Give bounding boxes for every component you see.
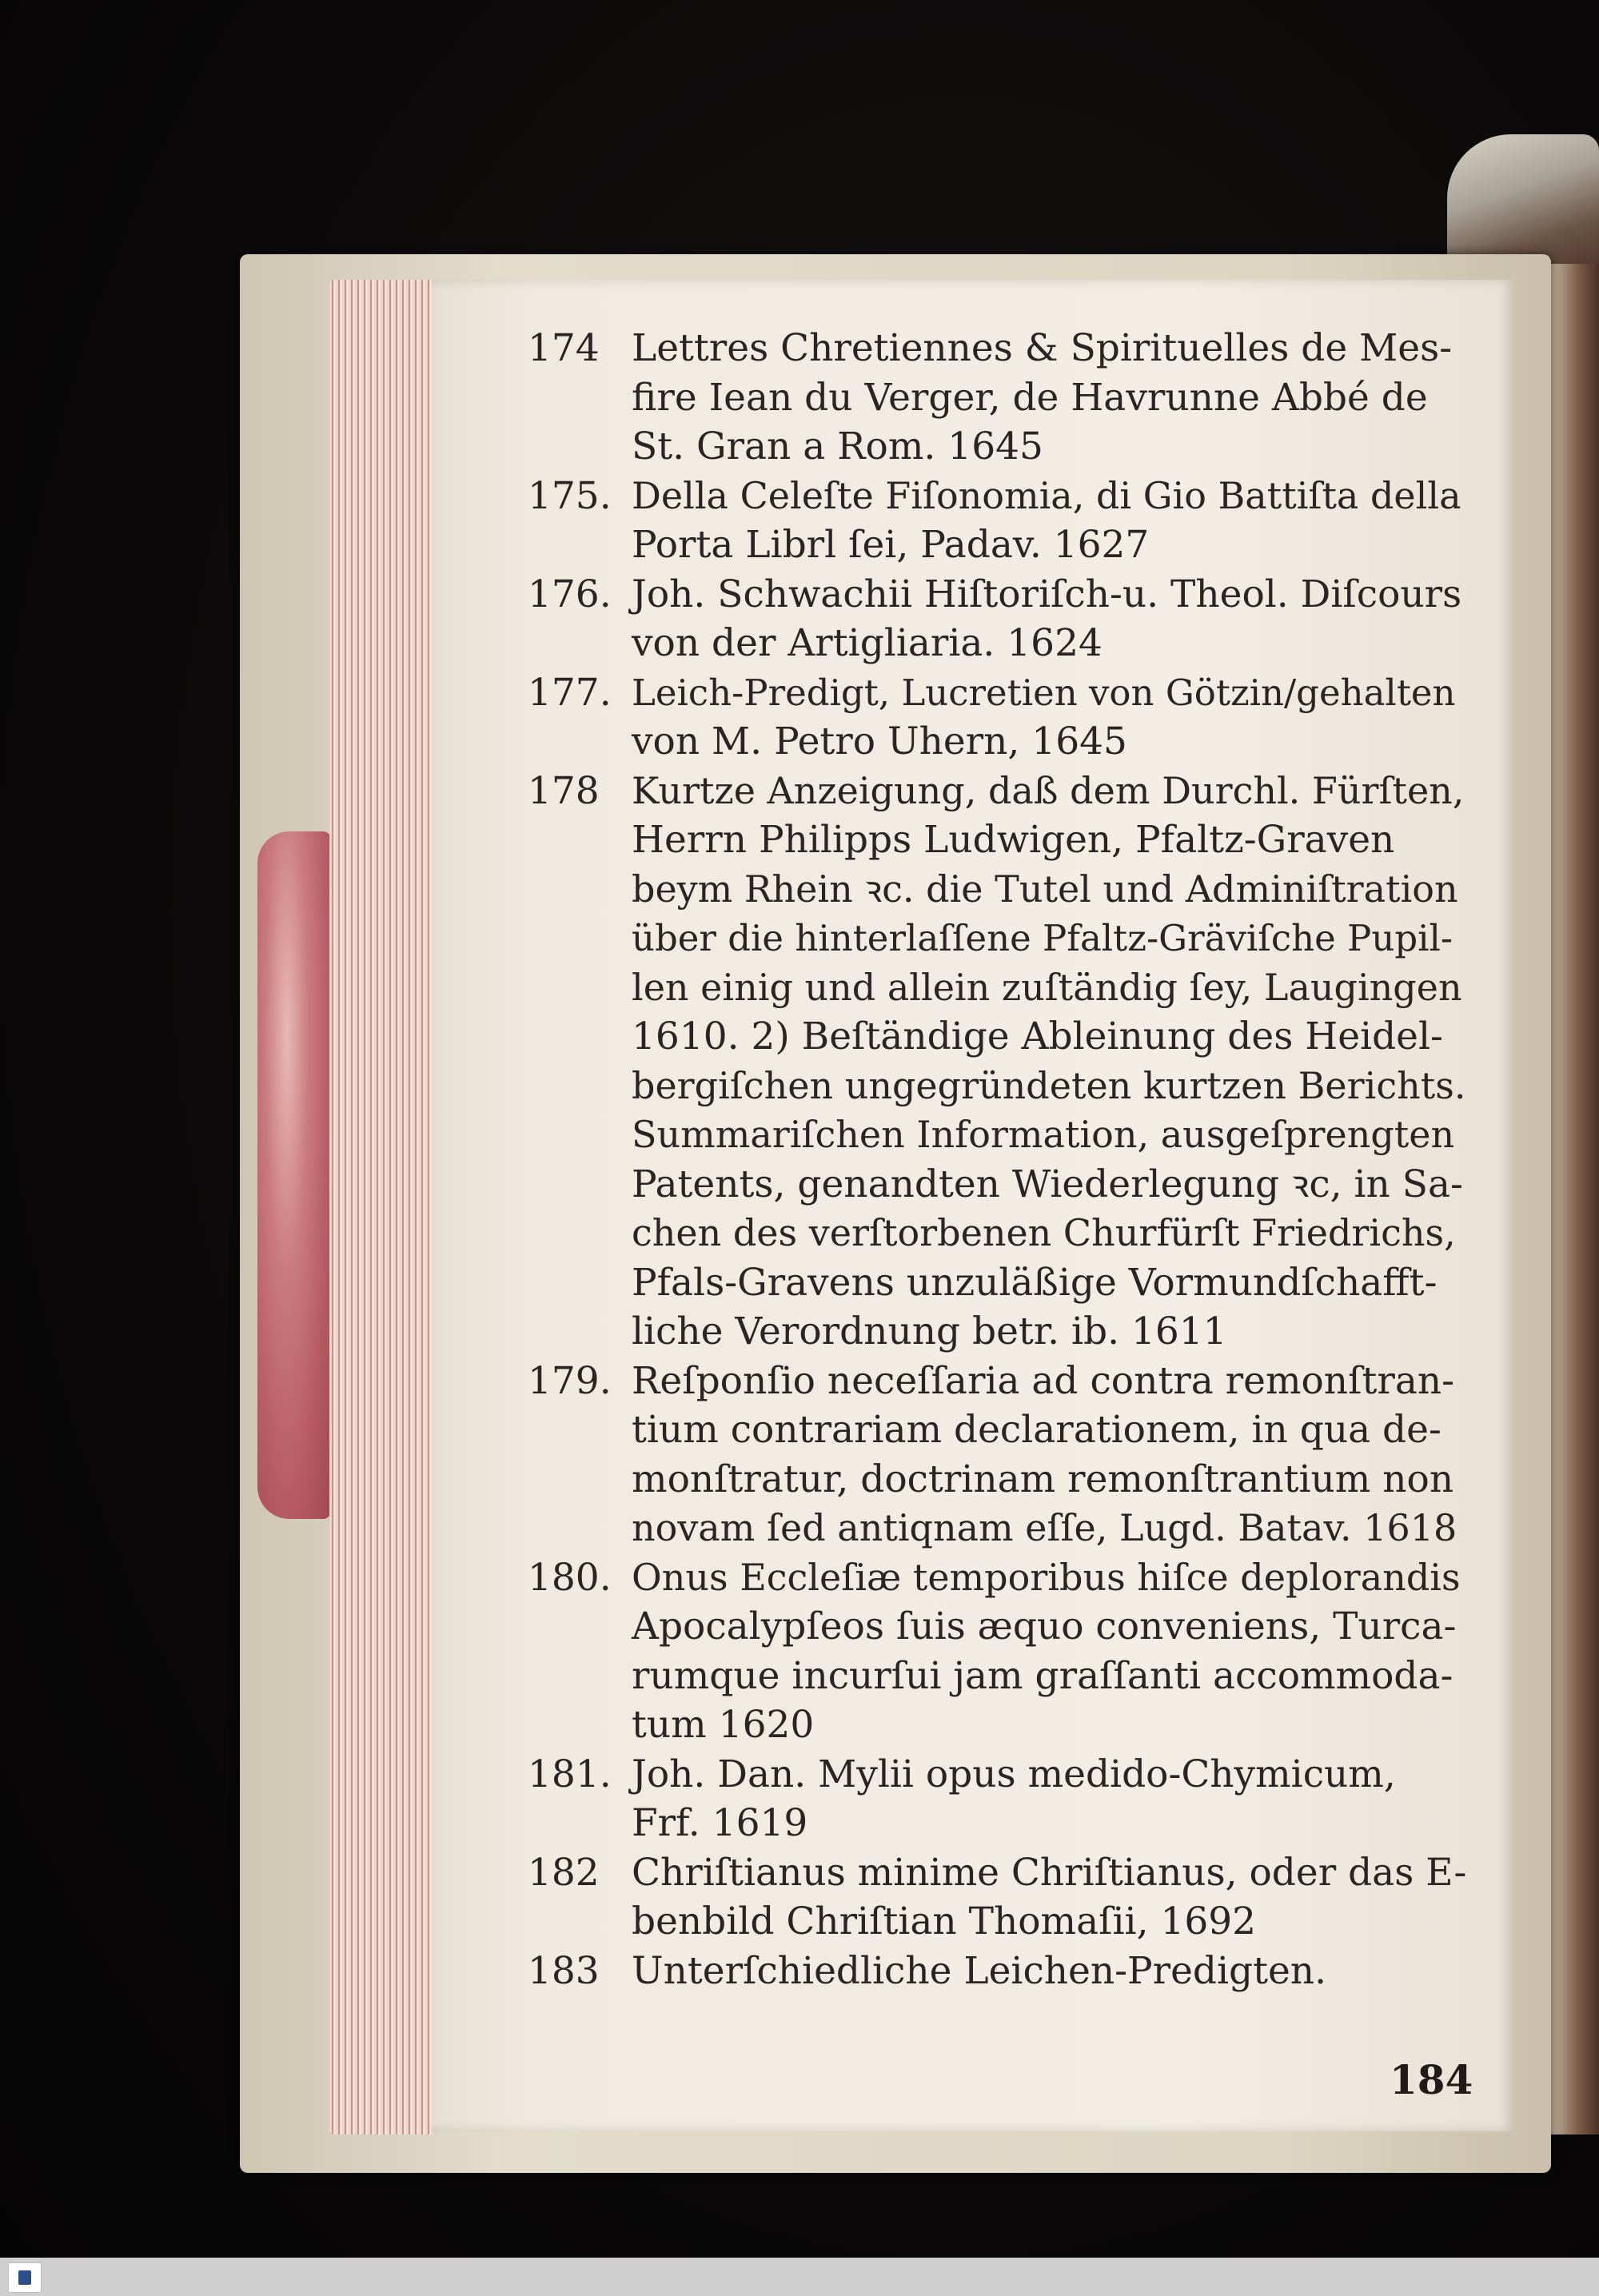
entry-text-line: über die hinterlaſſene Pfaltz-Gräviſche Pupil-	[632, 917, 1453, 959]
entry-text-line: chen des verſtorbenen Churfürſt Friedrichs,	[632, 1211, 1456, 1254]
red-paper-fragment	[257, 831, 331, 1519]
catalogue-entry	[528, 472, 1467, 570]
page-number: 184	[1390, 2056, 1473, 2103]
entry-number: 177.	[528, 670, 612, 715]
entry-number: 180.	[528, 1555, 612, 1600]
entry-text-line: Summariſchen Information, ausgeſprengten	[632, 1113, 1455, 1156]
entry-text-line: len einig und allein zuſtändig ſey, Laugingen	[632, 965, 1462, 1009]
entry-number: 176.	[528, 572, 612, 616]
entry-text-line: Pfals-Gravens unzuläßige Vormundſchafft-	[632, 1260, 1438, 1305]
entry-number: 183	[528, 1948, 600, 1993]
entry-text-line: tium contrariam declarationem, in qua de-	[632, 1408, 1441, 1452]
entry-text-line: Reſponſio neceſſaria ad contra remonſtran-	[632, 1358, 1454, 1403]
catalogue-entry	[528, 1947, 1467, 1996]
entry-number: 181.	[528, 1752, 612, 1796]
entry-text-line: St. Gran a Rom. 1645	[632, 425, 1043, 468]
catalogue-entry	[528, 1553, 1467, 1750]
entry-text-line: Onus Eccleſiæ temporibus hiſce deplorandis	[632, 1555, 1461, 1599]
entry-text-line: Unterſchiedliche Leichen-Predigten.	[632, 1948, 1327, 1993]
entry-text-line: Joh. Schwachii Hiſtoriſch-u. Theol. Diſcours	[632, 572, 1462, 616]
entry-text-line: Kurtze Anzeigung, daß dem Durchl. Fürſten,	[632, 768, 1465, 812]
entry-number: 174	[528, 326, 600, 370]
entry-text-line: von M. Petro Uhern, 1645	[632, 719, 1127, 763]
catalogue-entry	[528, 570, 1467, 668]
catalogue-entry	[528, 1750, 1467, 1848]
entry-text-line: tum 1620	[632, 1703, 815, 1747]
entry-text-line: benbild Chriſtian Thomaſii, 1692	[632, 1899, 1257, 1943]
entry-text-line: Herrn Philipps Ludwigen, Pfaltz-Graven	[632, 818, 1395, 862]
catalogue-entry	[528, 668, 1467, 767]
entry-text-line: bergiſchen ungegründeten kurtzen Berichts.	[632, 1063, 1466, 1107]
entry-text-line: Porta Librl ſei, Padav. 1627	[632, 523, 1150, 567]
viewer-status-bar	[0, 2258, 1599, 2296]
entry-text-line: 1610. 2) Beſtändige Ableinung des Heidel-	[632, 1014, 1443, 1058]
entry-text-line: Patents, genandten Wiederlegung ꝛc, in Sa-	[632, 1162, 1463, 1206]
entry-text-line: Della Celeſte Fiſonomia, di Gio Battiſta della	[632, 473, 1461, 517]
entry-text-line: Lettres Chretiennes & Spirituelles de Mes-	[632, 326, 1453, 370]
entry-number: 182	[528, 1850, 600, 1895]
entry-text-line: monſtratur, doctrinam remonſtrantium non	[632, 1457, 1454, 1501]
entry-number: 178	[528, 768, 600, 813]
entry-text-line: fire Iean du Verger, de Havrunne Abbé de	[632, 375, 1428, 420]
entry-number: 179.	[528, 1358, 612, 1403]
catalogue-entry	[528, 324, 1467, 472]
entry-text-line: Joh. Dan. Mylii opus medido-Chymicum,	[632, 1752, 1396, 1796]
catalogue-entry	[528, 1848, 1467, 1947]
entry-text-line: novam ſed antiqnam eſſe, Lugd. Batav. 1618	[632, 1506, 1457, 1549]
page-stack-edges	[329, 280, 433, 2135]
library-logo-icon[interactable]	[8, 2262, 42, 2293]
entry-text-line: liche Verordnung betr. ib. 1611	[632, 1309, 1227, 1353]
entry-text-line: Frf. 1619	[632, 1801, 808, 1845]
entry-text-line: von der Artigliaria. 1624	[632, 621, 1103, 665]
catalogue-entry	[528, 767, 1467, 1357]
entry-text-line: rumque incurſui jam graſſanti accommoda-	[632, 1653, 1453, 1698]
catalogue-entries	[528, 324, 1467, 1995]
entry-text-line: Leich-Predigt, Lucretien von Götzin/gehalten	[632, 671, 1456, 714]
entry-number: 175.	[528, 473, 612, 518]
entry-text-line: beym Rhein ꝛc. die Tutel und Adminiſtration	[632, 867, 1458, 911]
entry-text-line: Chriſtianus minime Chriſtianus, oder das E-	[632, 1850, 1467, 1895]
entry-text-line: Apocalypſeos ſuis æquo conveniens, Turca-	[632, 1604, 1457, 1648]
catalogue-entry	[528, 1357, 1467, 1553]
